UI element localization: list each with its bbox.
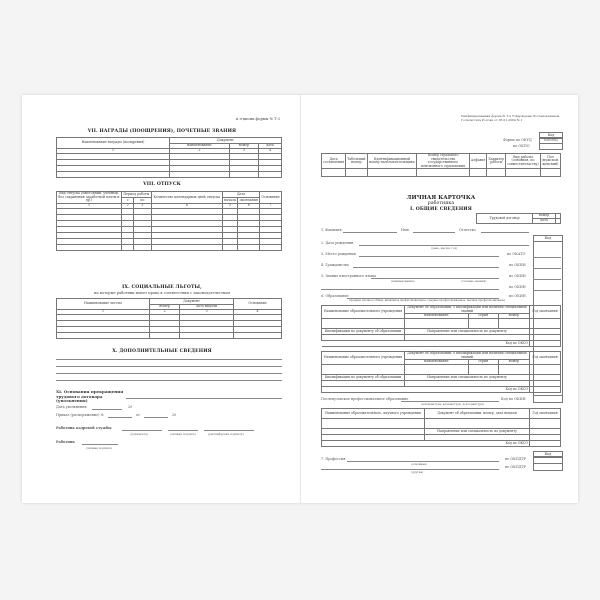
col-basis: Основание xyxy=(260,192,282,204)
num-2: 2 xyxy=(170,149,230,154)
language-label: 5. Знание иностранного языка xyxy=(321,274,377,278)
col-doc-name: наименование xyxy=(405,360,469,365)
col-doc-num: номер xyxy=(498,360,529,365)
col-doc-date: дата xyxy=(259,144,282,149)
dismiss-date-label: Дата увольнения xyxy=(56,405,87,409)
vacation-table xyxy=(56,191,282,251)
right-page xyxy=(300,95,579,503)
pob-label: 3. Место рождения xyxy=(321,252,356,256)
num-3: 3 xyxy=(180,310,234,315)
num-1: 1 xyxy=(57,310,150,315)
education-label: 6. Образование xyxy=(321,294,349,298)
col-edu-inst: Наименование образовательного учреждения xyxy=(322,352,405,365)
postgrad-code-box xyxy=(533,395,563,403)
col-award: Наименование награды (поощрения) xyxy=(57,138,170,149)
row-qualification: Квалификация по документу об образовании xyxy=(322,329,405,335)
okso-label-3: Код по ОКСО xyxy=(322,441,530,447)
okso-label-2: Код по ОКСО xyxy=(322,387,530,393)
section-10-title: X. ДОПОЛНИТЕЛЬНЫЕ СВЕДЕНИЯ xyxy=(112,349,212,354)
col-grad-year: Год окончания xyxy=(530,352,561,365)
col-doc-name: наименование xyxy=(405,314,469,319)
hr-signature-cap: (личная подпись) xyxy=(170,432,196,436)
citizenship-label: 4. Гражданство xyxy=(321,263,349,267)
section-11-title: XI. Основания прекращения трудового договора (увольнения) xyxy=(56,389,124,404)
col-start: начала xyxy=(224,197,237,202)
profession-label: 7. Профессия xyxy=(321,457,346,461)
postgrad-table xyxy=(321,408,561,447)
order-label: Приказ (распоряжение) № xyxy=(56,413,104,417)
num-2: 2 xyxy=(150,310,180,315)
okato-label: по ОКАТО xyxy=(507,252,526,256)
order-year-prefix: 20 xyxy=(172,413,177,417)
code-header-2: Код xyxy=(533,451,563,458)
awards-table xyxy=(56,137,282,178)
col-document: Документ xyxy=(150,299,234,305)
row-specialty: Направление или специальность по документу xyxy=(405,375,530,381)
dob-caption: (день, месяц, год) xyxy=(431,246,458,250)
col-doc-name: наименование xyxy=(170,144,230,149)
col-vacation-type: Вид отпуска (ежегодный, учебный, без сохранения заработной платы и др.) xyxy=(58,191,120,203)
education-caption: (среднее (полное) общее, начальное профессиональное, среднее профессиональное, высшее профессиональное) xyxy=(348,299,506,302)
num-4: 4 xyxy=(259,149,282,154)
col-doc-series: серия xyxy=(468,360,498,365)
dob-label: 2. Дата рождения xyxy=(321,241,354,245)
okin-label-2: по ОКИН xyxy=(509,285,526,289)
col-snils: Номер страхового свидетельства государственного пенсионного страхования xyxy=(417,154,470,169)
row-qualification: Квалификация по документу об образовании xyxy=(322,375,405,381)
col-work-nature: Характер работы xyxy=(487,154,506,169)
okso-label: Код по ОКСО xyxy=(322,341,530,347)
code-label: Код xyxy=(539,132,563,139)
patronymic-label: Отчество xyxy=(459,228,476,232)
row-specialty: Направление или специальность по документу xyxy=(405,329,530,335)
row-pg-specialty: Направление или специальность по документу xyxy=(425,429,530,435)
num-4: 4 xyxy=(234,310,282,315)
col-basis: Основание xyxy=(234,299,282,310)
okud-label: Форма по ОКУД xyxy=(503,138,532,142)
employee-label: Работник xyxy=(56,440,75,444)
section-7-title: VII. НАГРАДЫ (ПООЩРЕНИЯ), ПОЧЕТНЫЕ ЗВАНИЯ xyxy=(87,129,237,134)
postgrad-caption: (аспирантура, адъюнктура, докторантура) xyxy=(421,402,484,406)
profession-main-caption: (основная) xyxy=(411,462,427,466)
col-tabel: Табельный номер xyxy=(346,154,367,169)
num-6: 6 xyxy=(238,204,260,209)
education-table-1 xyxy=(321,305,561,347)
okpdtr-label: по ОКПДТР xyxy=(505,457,527,461)
num-2: 2 xyxy=(122,204,134,209)
language-level-caption: (степень знания) xyxy=(461,279,487,283)
contract-table xyxy=(476,213,561,224)
oksm-label: по ОКИН xyxy=(509,263,526,267)
section-9-subtitle: на которые работник имеет право в соответствии с законодательством xyxy=(94,291,230,295)
year-prefix: 20 xyxy=(128,405,133,409)
num-3: 3 xyxy=(134,204,151,209)
form-sheet xyxy=(22,95,578,503)
language-caption: (наименование) xyxy=(391,279,415,283)
col-alphabet: Алфавит xyxy=(469,154,487,169)
col-inn: Идентификационный номер налогоплательщика xyxy=(367,154,417,169)
col-doc-num: номер xyxy=(498,314,529,319)
card-title: ЛИЧНАЯ КАРТОЧКА xyxy=(406,195,476,201)
col-to: по xyxy=(134,198,151,204)
okpo-value-box xyxy=(539,143,563,150)
employee-signature-cap: (личная подпись) xyxy=(86,446,112,450)
section-9-title: IX. СОЦИАЛЬНЫЕ ЛЬГОТЫ, xyxy=(122,285,202,290)
postgrad-label: Послевузовское профессиональное образование xyxy=(321,397,409,401)
contract-num-label: номер xyxy=(533,214,556,219)
hr-worker-label: Работник кадровой службы xyxy=(56,426,112,430)
header-codes-table xyxy=(321,153,561,177)
col-doc-num: номер xyxy=(150,305,180,310)
col-edu-doc: Документ об образовании, о квалификации или наличии специальных знаний xyxy=(405,352,530,360)
col-doc-series: серия xyxy=(468,314,498,319)
section-1-title: I. ОБЩИЕ СВЕДЕНИЯ xyxy=(410,207,472,212)
okin-label-4: Код по ОКИН xyxy=(501,397,526,401)
section-8-title: VIII. ОТПУСК xyxy=(143,182,181,187)
col-edu-doc: Документ об образовании, о квалификации или наличии специальных знаний xyxy=(405,306,530,314)
okin-label: по ОКИН xyxy=(509,274,526,278)
col-date-compiled: Дата составления xyxy=(322,154,346,169)
col-pg-year: Год окончания xyxy=(530,409,561,419)
okin-label-3: по ОКИН xyxy=(509,294,526,298)
hr-decoding-cap: (расшифровка подписи) xyxy=(208,432,244,436)
form-note: Унифицированная форма № Т-2 Утверждена Постановлением Госкомстата России от 05.01.2004 № 1 xyxy=(461,114,560,122)
contract-date-label: дата xyxy=(533,219,556,224)
okud-value: 0301002 xyxy=(539,137,563,144)
okpo-label: по ОКПО xyxy=(513,144,530,148)
col-pg-doc: Документ об образовании, номер, дата выдачи xyxy=(425,409,530,419)
okpdtr-box-2 xyxy=(533,463,563,471)
col-document: Документ xyxy=(170,138,282,144)
card-subtitle: работника xyxy=(427,201,455,206)
col-edu-inst: Наименование образовательного учреждения xyxy=(322,306,405,319)
left-page xyxy=(22,95,300,503)
num-4: 4 xyxy=(151,204,222,209)
col-from: с xyxy=(122,198,134,204)
left-header-note: к л-ционк формы № Т-2 xyxy=(235,117,280,121)
contract-label: Трудовой договор xyxy=(477,214,533,224)
okpdtr-label-2: по ОКПДТР xyxy=(505,465,527,469)
col-doc-date: дата выдачи xyxy=(180,305,234,310)
profession-other-caption: (другая) xyxy=(411,470,424,474)
num-1: 1 xyxy=(57,149,170,154)
col-doc-num: номер xyxy=(229,144,258,149)
code-column-header: Код xyxy=(533,235,563,242)
col-benefit: Наименование льготы xyxy=(57,299,150,310)
num-3: 3 xyxy=(229,149,258,154)
col-days: Количество календарных дней отпуска xyxy=(151,192,222,204)
col-date: Дата xyxy=(222,192,259,198)
col-period: Период работы xyxy=(123,191,150,196)
surname-label: 1. Фамилия xyxy=(321,228,342,232)
col-end: окончания xyxy=(239,197,258,202)
num-5: 5 xyxy=(222,204,237,209)
col-work-type: Вид работы (основная, по совместительству) xyxy=(506,154,540,169)
name-label: Имя xyxy=(401,228,409,232)
num-1: 1 xyxy=(57,204,122,209)
benefits-table xyxy=(56,298,282,339)
col-pg-inst: Наименование образовательного, научного учреждения xyxy=(322,409,425,419)
order-from-label: от xyxy=(136,413,140,417)
col-sex: Пол (мужской, женский) xyxy=(540,154,560,169)
col-grad-year: Год окончания xyxy=(530,306,561,319)
education-table-2 xyxy=(321,351,561,393)
hr-position-cap: (должность) xyxy=(130,432,149,436)
num-7: 7 xyxy=(260,204,282,209)
